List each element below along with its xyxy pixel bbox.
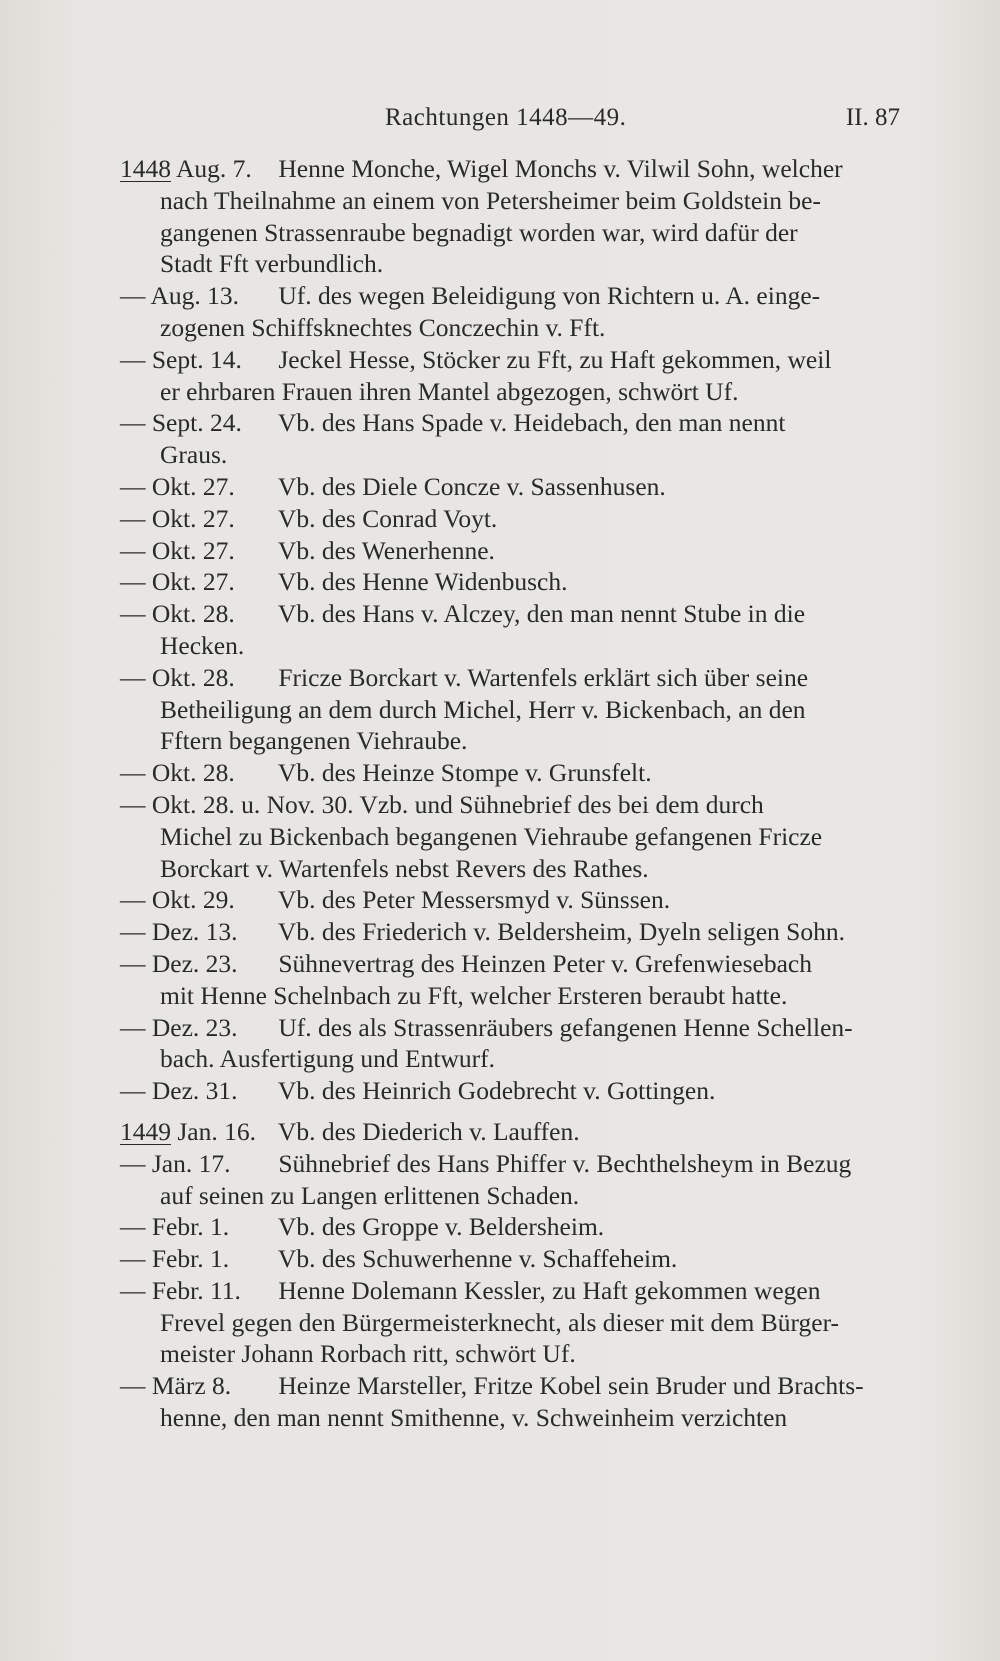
entry-dash: — (120, 503, 146, 533)
entry-dash: — (120, 1275, 146, 1305)
entry (120, 884, 910, 916)
entry (120, 662, 910, 757)
entry (120, 757, 910, 789)
entry-text-line: Vb. des Schuwerhenne v. Schaffeheim. (277, 1244, 678, 1274)
entry-text-line: Vb. des Groppe v. Beldersheim. (277, 1212, 605, 1242)
entry (120, 1116, 910, 1148)
entry-text-line: Henne Monche, Wigel Monchs v. Vilwil Sohn, welcher (278, 154, 843, 183)
entry (120, 566, 910, 598)
entry-text-line: Vb. des Hans Spade v. Heidebach, den man nennt (277, 408, 786, 438)
entry (120, 1243, 910, 1275)
running-title: Rachtungen 1448—49. (385, 104, 627, 131)
entry-date: Dez. 23. (151, 1012, 238, 1042)
entry-text-line: Betheiligung an dem durch Michel, Herr v. Bickenbach, an den (160, 694, 806, 724)
entry-text-line: Jeckel Hesse, Stöcker zu Fft, zu Haft gekommen, weil (278, 344, 832, 374)
entry-text-line: Michel zu Bickenbach begangenen Viehraube gefangenen Fricze (160, 821, 823, 851)
entry (120, 948, 910, 1012)
entry-dash: — (120, 1244, 146, 1274)
entry-text-line: bach. Ausfertigung und Entwurf. (160, 1044, 495, 1074)
entry-dash: — (120, 1212, 146, 1242)
entry (120, 916, 910, 948)
entry-dash: — (120, 1148, 146, 1178)
entry-text-line: Vb. des Hans v. Alczey, den man nennt Stube in die (277, 599, 806, 629)
entry-dash: — (120, 885, 146, 915)
entry-text-line: Vzb. und Sühnebrief des bei dem durch (359, 789, 764, 819)
entry-date: Okt. 29. (151, 885, 235, 915)
entry-text-line: Heinze Marsteller, Fritze Kobel sein Bruder und Brachts- (278, 1371, 864, 1401)
entry-date: Aug. 7. (175, 154, 252, 183)
entry-text-line: zogenen Schiffsknechtes Conczechin v. Fft. (160, 312, 606, 342)
entry-dash: — (120, 662, 146, 692)
entry-date: Dez. 23. (151, 948, 238, 978)
entry-date: Sept. 14. (151, 344, 242, 374)
entry-year: 1449 (120, 1116, 171, 1146)
entry-dash: — (120, 758, 146, 788)
entry (120, 535, 910, 567)
entry-date: Okt. 28. (151, 758, 235, 788)
entry (120, 1275, 910, 1370)
entry-dash: — (120, 1076, 146, 1106)
entry (120, 407, 910, 471)
entry-date: Febr. 1. (151, 1244, 230, 1274)
entry-date: Dez. 31. (151, 1076, 238, 1106)
entry (120, 1075, 910, 1107)
entry-dash: — (120, 471, 146, 501)
entry-date: Okt. 27. (151, 535, 235, 565)
entry-date: Okt. 27. (151, 471, 235, 501)
entry-text-line: Stadt Fft verbundlich. (160, 249, 384, 279)
entry-text-line: Uf. des wegen Beleidigung von Richtern u. A. einge- (278, 281, 821, 311)
entry-date: Aug. 13. (150, 281, 240, 311)
page-number: II. 87 (845, 104, 900, 131)
entry (120, 1148, 910, 1212)
entry-text-line: nach Theilnahme an einem von Petersheimer beim Goldstein be- (160, 185, 821, 215)
entry (120, 471, 910, 503)
entry-text-line: Hecken. (160, 630, 245, 660)
entry-text-line: gangenen Strassenraube begnadigt worden war, wird dafür der (160, 217, 798, 247)
entry-text-line: Graus. (160, 440, 228, 470)
entry (120, 503, 910, 535)
entry (120, 598, 910, 662)
entry-text-line: Sühnevertrag des Heinzen Peter v. Grefenwiesebach (278, 948, 812, 978)
entry-text-line: henne, den man nennt Smithenne, v. Schweinheim verzichten (160, 1403, 788, 1433)
entry-text-line: Vb. des Diele Concze v. Sassenhusen. (277, 471, 666, 501)
entry-date: März 8. (151, 1371, 232, 1401)
entry-dash: — (120, 281, 146, 311)
entry-text-line: Vb. des Heinrich Godebrecht v. Gottingen. (277, 1076, 716, 1106)
entry-text-line: Frevel gegen den Bürgermeisterknecht, als dieser mit dem Bürger- (160, 1307, 840, 1337)
entry-text-line: Fricze Borckart v. Wartenfels erklärt sich über seine (278, 662, 809, 692)
entry-dash: — (120, 948, 146, 978)
entry-dash: — (120, 1012, 146, 1042)
entry-text-line: Vb. des Diederich v. Lauffen. (277, 1116, 580, 1146)
entry (120, 1370, 910, 1434)
entry-text-line: Henne Dolemann Kessler, zu Haft gekommen wegen (278, 1275, 821, 1305)
entry-date: Febr. 1. (151, 1212, 230, 1242)
entry-dash: — (120, 1371, 146, 1401)
entry-date: Jan. 17. (151, 1148, 231, 1178)
entry-dash: — (120, 917, 146, 947)
entry-dash: — (120, 408, 146, 438)
entry-text-line: mit Henne Schelnbach zu Fft, welcher Ersteren beraubt hatte. (160, 980, 788, 1010)
entry-year: 1448 (120, 154, 171, 183)
entry-text-line: Vb. des Friederich v. Beldersheim, Dyeln seligen Sohn. (277, 917, 845, 947)
entry-text-line: Uf. des als Strassenräubers gefangenen Henne Schellen- (278, 1012, 853, 1042)
entry-text-line: auf seinen zu Langen erlittenen Schaden. (160, 1180, 580, 1210)
entry-dash: — (120, 535, 146, 565)
entry-dash: — (120, 567, 146, 597)
entry-date: Okt. 28. (151, 662, 235, 692)
entry (120, 153, 910, 280)
entry (120, 789, 910, 884)
entry-dash: — (120, 789, 146, 819)
entry-text-line: Vb. des Heinze Stompe v. Grunsfelt. (277, 758, 652, 788)
entry-text-line: meister Johann Rorbach ritt, schwört Uf. (160, 1339, 576, 1369)
entry-text-line: Vb. des Henne Widenbusch. (277, 567, 568, 597)
entry-text-line: Vb. des Peter Messersmyd v. Sünssen. (277, 885, 671, 915)
entry-text-line: er ehrbaren Frauen ihren Mantel abgezogen, schwört Uf. (160, 376, 739, 406)
entry (120, 1012, 910, 1076)
entry-date: Febr. 11. (151, 1275, 241, 1305)
entry-date: Jan. 16. (177, 1116, 256, 1146)
entry-text-line: Fftern begangenen Viehraube. (160, 726, 468, 756)
entry (120, 1211, 910, 1243)
entry-date: Okt. 28. u. Nov. 30. (151, 789, 354, 819)
year-gap (120, 1107, 910, 1116)
entry-text-line: Vb. des Conrad Voyt. (277, 503, 498, 533)
entry-text-line: Borckart v. Wartenfels nebst Revers des Rathes. (160, 853, 649, 883)
entry-text-line: Vb. des Wenerhenne. (277, 535, 495, 565)
entries-list (120, 153, 910, 1434)
page-header (120, 104, 910, 144)
entry (120, 280, 910, 344)
entry-date: Okt. 27. (151, 567, 235, 597)
entry-dash: — (120, 344, 146, 374)
entry-date: Dez. 13. (151, 917, 238, 947)
entry (120, 344, 910, 408)
entry-date: Okt. 28. (151, 599, 235, 629)
entry-dash: — (120, 599, 146, 629)
entry-date: Sept. 24. (151, 408, 242, 438)
entry-text-line: Sühnebrief des Hans Phiffer v. Bechthelsheym in Bezug (278, 1148, 852, 1178)
entry-date: Okt. 27. (151, 503, 235, 533)
